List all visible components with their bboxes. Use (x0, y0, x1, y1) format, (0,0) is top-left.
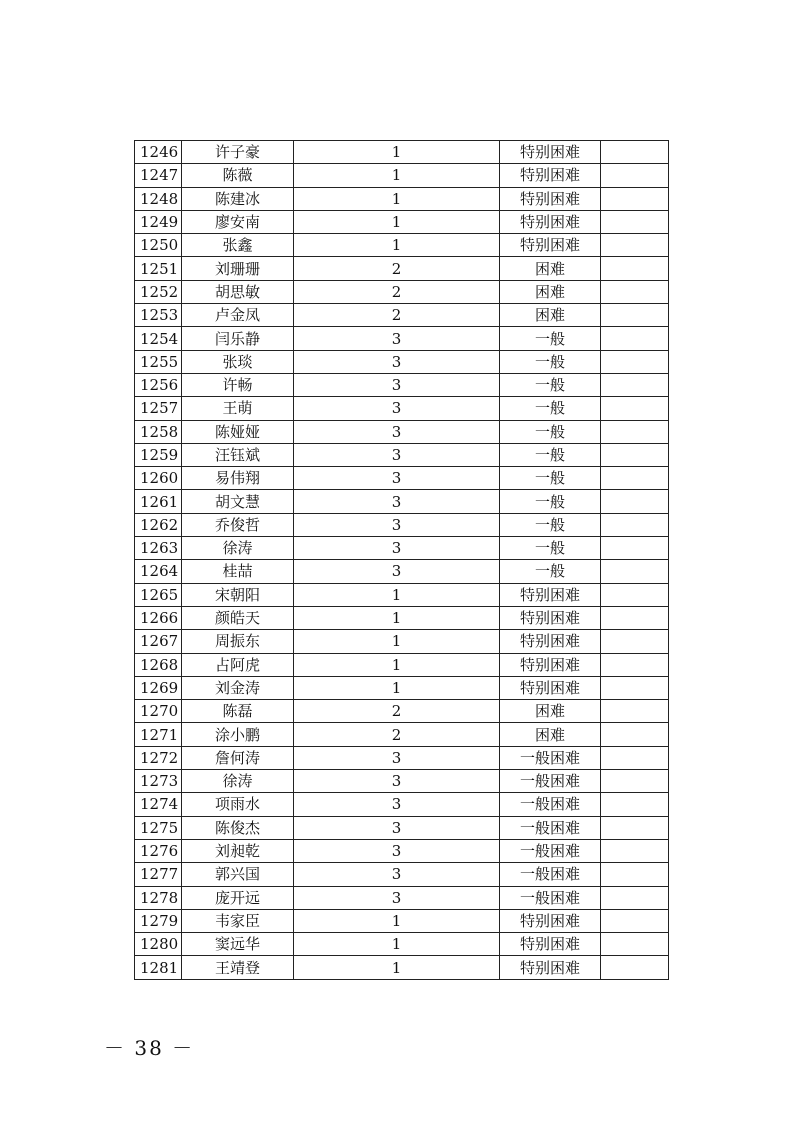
student-name-cell: 刘珊珊 (182, 257, 294, 280)
student-name-cell: 张鑫 (182, 234, 294, 257)
student-name-cell: 陈建冰 (182, 187, 294, 210)
level-cell: 3 (294, 327, 500, 350)
table-row (135, 793, 669, 816)
remark-cell (601, 653, 669, 676)
table-row (135, 280, 669, 303)
difficulty-category-cell: 一般困难 (500, 816, 601, 839)
difficulty-category-cell: 一般 (500, 350, 601, 373)
remark-cell (601, 513, 669, 536)
remark-cell (601, 606, 669, 629)
table-row (135, 700, 669, 723)
student-name-cell: 张琰 (182, 350, 294, 373)
table-row (135, 863, 669, 886)
level-cell: 1 (294, 234, 500, 257)
difficulty-category-cell: 一般困难 (500, 746, 601, 769)
table-row (135, 583, 669, 606)
level-cell: 1 (294, 187, 500, 210)
difficulty-category-cell: 特别困难 (500, 141, 601, 164)
row-number-cell: 1270 (135, 700, 182, 723)
student-name-cell: 胡思敏 (182, 280, 294, 303)
remark-cell (601, 420, 669, 443)
table-row (135, 956, 669, 979)
remark-cell (601, 280, 669, 303)
difficulty-category-cell: 一般困难 (500, 863, 601, 886)
remark-cell (601, 164, 669, 187)
difficulty-category-cell: 困难 (500, 280, 601, 303)
difficulty-category-cell: 一般 (500, 397, 601, 420)
level-cell: 1 (294, 583, 500, 606)
row-number-cell: 1246 (135, 141, 182, 164)
student-name-cell: 詹何涛 (182, 746, 294, 769)
remark-cell (601, 443, 669, 466)
student-name-cell: 易伟翔 (182, 467, 294, 490)
table-row (135, 164, 669, 187)
remark-cell (601, 467, 669, 490)
level-cell: 1 (294, 210, 500, 233)
table-row (135, 257, 669, 280)
level-cell: 1 (294, 141, 500, 164)
row-number-cell: 1266 (135, 606, 182, 629)
difficulty-category-cell: 困难 (500, 304, 601, 327)
remark-cell (601, 770, 669, 793)
student-name-cell: 刘金涛 (182, 676, 294, 699)
remark-cell (601, 886, 669, 909)
row-number-cell: 1273 (135, 770, 182, 793)
difficulty-category-cell: 一般 (500, 327, 601, 350)
level-cell: 3 (294, 490, 500, 513)
remark-cell (601, 210, 669, 233)
row-number-cell: 1261 (135, 490, 182, 513)
row-number-cell: 1253 (135, 304, 182, 327)
remark-cell (601, 537, 669, 560)
remark-cell (601, 304, 669, 327)
row-number-cell: 1257 (135, 397, 182, 420)
difficulty-category-cell: 一般 (500, 420, 601, 443)
difficulty-category-cell: 一般 (500, 443, 601, 466)
remark-cell (601, 956, 669, 979)
remark-cell (601, 257, 669, 280)
table-row (135, 304, 669, 327)
row-number-cell: 1249 (135, 210, 182, 233)
row-number-cell: 1264 (135, 560, 182, 583)
table-row (135, 513, 669, 536)
level-cell: 1 (294, 956, 500, 979)
student-name-cell: 周振东 (182, 630, 294, 653)
table-row (135, 746, 669, 769)
student-name-cell: 涂小鹏 (182, 723, 294, 746)
student-name-cell: 桂喆 (182, 560, 294, 583)
difficulty-category-cell: 特别困难 (500, 187, 601, 210)
table-row (135, 816, 669, 839)
remark-cell (601, 630, 669, 653)
table-row (135, 350, 669, 373)
remark-cell (601, 723, 669, 746)
difficulty-category-cell: 一般 (500, 560, 601, 583)
table-row (135, 606, 669, 629)
row-number-cell: 1278 (135, 886, 182, 909)
table-body (135, 141, 669, 980)
difficulty-category-cell: 困难 (500, 257, 601, 280)
student-name-cell: 卢金凤 (182, 304, 294, 327)
remark-cell (601, 234, 669, 257)
student-name-cell: 王萌 (182, 397, 294, 420)
row-number-cell: 1256 (135, 373, 182, 396)
student-name-cell: 刘昶乾 (182, 839, 294, 862)
remark-cell (601, 839, 669, 862)
row-number-cell: 1259 (135, 443, 182, 466)
table-row (135, 327, 669, 350)
student-name-cell: 徐涛 (182, 770, 294, 793)
difficulty-category-cell: 特别困难 (500, 676, 601, 699)
row-number-cell: 1272 (135, 746, 182, 769)
row-number-cell: 1280 (135, 933, 182, 956)
row-number-cell: 1276 (135, 839, 182, 862)
level-cell: 3 (294, 443, 500, 466)
remark-cell (601, 863, 669, 886)
table-row (135, 770, 669, 793)
row-number-cell: 1275 (135, 816, 182, 839)
level-cell: 3 (294, 770, 500, 793)
level-cell: 2 (294, 257, 500, 280)
student-name-cell: 颜皓天 (182, 606, 294, 629)
student-list-table (134, 140, 669, 980)
row-number-cell: 1254 (135, 327, 182, 350)
student-name-cell: 胡文慧 (182, 490, 294, 513)
student-name-cell: 许畅 (182, 373, 294, 396)
difficulty-category-cell: 特别困难 (500, 909, 601, 932)
remark-cell (601, 583, 669, 606)
level-cell: 3 (294, 467, 500, 490)
difficulty-category-cell: 特别困难 (500, 956, 601, 979)
student-name-cell: 闫乐静 (182, 327, 294, 350)
difficulty-category-cell: 特别困难 (500, 653, 601, 676)
level-cell: 3 (294, 420, 500, 443)
level-cell: 3 (294, 793, 500, 816)
student-name-cell: 陈薇 (182, 164, 294, 187)
table-row (135, 723, 669, 746)
difficulty-category-cell: 一般 (500, 467, 601, 490)
level-cell: 3 (294, 863, 500, 886)
difficulty-category-cell: 特别困难 (500, 234, 601, 257)
level-cell: 2 (294, 723, 500, 746)
difficulty-category-cell: 特别困难 (500, 210, 601, 233)
table-row (135, 630, 669, 653)
student-name-cell: 陈磊 (182, 700, 294, 723)
row-number-cell: 1262 (135, 513, 182, 536)
row-number-cell: 1274 (135, 793, 182, 816)
difficulty-category-cell: 一般 (500, 513, 601, 536)
row-number-cell: 1250 (135, 234, 182, 257)
student-name-cell: 许子豪 (182, 141, 294, 164)
remark-cell (601, 350, 669, 373)
student-name-cell: 项雨水 (182, 793, 294, 816)
level-cell: 1 (294, 676, 500, 699)
remark-cell (601, 187, 669, 210)
table-row (135, 653, 669, 676)
table-row (135, 909, 669, 932)
table-row (135, 560, 669, 583)
level-cell: 3 (294, 816, 500, 839)
student-name-cell: 窦远华 (182, 933, 294, 956)
difficulty-category-cell: 一般困难 (500, 793, 601, 816)
row-number-cell: 1265 (135, 583, 182, 606)
level-cell: 2 (294, 700, 500, 723)
student-name-cell: 乔俊哲 (182, 513, 294, 536)
level-cell: 2 (294, 304, 500, 327)
row-number-cell: 1260 (135, 467, 182, 490)
difficulty-category-cell: 一般 (500, 373, 601, 396)
level-cell: 3 (294, 513, 500, 536)
remark-cell (601, 490, 669, 513)
level-cell: 1 (294, 606, 500, 629)
remark-cell (601, 560, 669, 583)
remark-cell (601, 141, 669, 164)
table-row (135, 886, 669, 909)
difficulty-category-cell: 一般 (500, 537, 601, 560)
level-cell: 3 (294, 373, 500, 396)
remark-cell (601, 700, 669, 723)
row-number-cell: 1281 (135, 956, 182, 979)
student-name-cell: 庞开远 (182, 886, 294, 909)
table-row (135, 490, 669, 513)
remark-cell (601, 816, 669, 839)
student-name-cell: 王靖登 (182, 956, 294, 979)
table-row (135, 187, 669, 210)
level-cell: 3 (294, 839, 500, 862)
table-row (135, 839, 669, 862)
level-cell: 1 (294, 933, 500, 956)
row-number-cell: 1247 (135, 164, 182, 187)
level-cell: 3 (294, 537, 500, 560)
difficulty-category-cell: 一般困难 (500, 839, 601, 862)
remark-cell (601, 746, 669, 769)
difficulty-category-cell: 困难 (500, 700, 601, 723)
level-cell: 3 (294, 560, 500, 583)
table-row (135, 443, 669, 466)
remark-cell (601, 909, 669, 932)
student-name-cell: 廖安南 (182, 210, 294, 233)
student-name-cell: 占阿虎 (182, 653, 294, 676)
row-number-cell: 1271 (135, 723, 182, 746)
page-number: － 38 － (104, 1036, 195, 1060)
level-cell: 2 (294, 280, 500, 303)
student-name-cell: 陈俊杰 (182, 816, 294, 839)
level-cell: 3 (294, 350, 500, 373)
difficulty-category-cell: 一般困难 (500, 886, 601, 909)
table-row (135, 234, 669, 257)
level-cell: 3 (294, 397, 500, 420)
difficulty-category-cell: 一般困难 (500, 770, 601, 793)
level-cell: 3 (294, 746, 500, 769)
row-number-cell: 1248 (135, 187, 182, 210)
row-number-cell: 1279 (135, 909, 182, 932)
level-cell: 1 (294, 909, 500, 932)
table-row (135, 420, 669, 443)
remark-cell (601, 397, 669, 420)
difficulty-category-cell: 特别困难 (500, 606, 601, 629)
table-row (135, 676, 669, 699)
table-row (135, 467, 669, 490)
remark-cell (601, 373, 669, 396)
difficulty-category-cell: 特别困难 (500, 630, 601, 653)
row-number-cell: 1268 (135, 653, 182, 676)
table-row (135, 141, 669, 164)
remark-cell (601, 933, 669, 956)
remark-cell (601, 676, 669, 699)
row-number-cell: 1267 (135, 630, 182, 653)
student-name-cell: 汪钰斌 (182, 443, 294, 466)
student-name-cell: 陈娅娅 (182, 420, 294, 443)
student-name-cell: 宋朝阳 (182, 583, 294, 606)
row-number-cell: 1269 (135, 676, 182, 699)
table-row (135, 537, 669, 560)
row-number-cell: 1263 (135, 537, 182, 560)
difficulty-category-cell: 一般 (500, 490, 601, 513)
table-row (135, 933, 669, 956)
row-number-cell: 1258 (135, 420, 182, 443)
table-row (135, 373, 669, 396)
difficulty-category-cell: 困难 (500, 723, 601, 746)
remark-cell (601, 327, 669, 350)
difficulty-category-cell: 特别困难 (500, 164, 601, 187)
row-number-cell: 1277 (135, 863, 182, 886)
table-row (135, 210, 669, 233)
level-cell: 3 (294, 886, 500, 909)
table-row (135, 397, 669, 420)
level-cell: 1 (294, 164, 500, 187)
student-name-cell: 韦家臣 (182, 909, 294, 932)
level-cell: 1 (294, 653, 500, 676)
row-number-cell: 1255 (135, 350, 182, 373)
difficulty-category-cell: 特别困难 (500, 933, 601, 956)
student-name-cell: 徐涛 (182, 537, 294, 560)
row-number-cell: 1252 (135, 280, 182, 303)
row-number-cell: 1251 (135, 257, 182, 280)
student-name-cell: 郭兴国 (182, 863, 294, 886)
difficulty-category-cell: 特别困难 (500, 583, 601, 606)
remark-cell (601, 793, 669, 816)
level-cell: 1 (294, 630, 500, 653)
